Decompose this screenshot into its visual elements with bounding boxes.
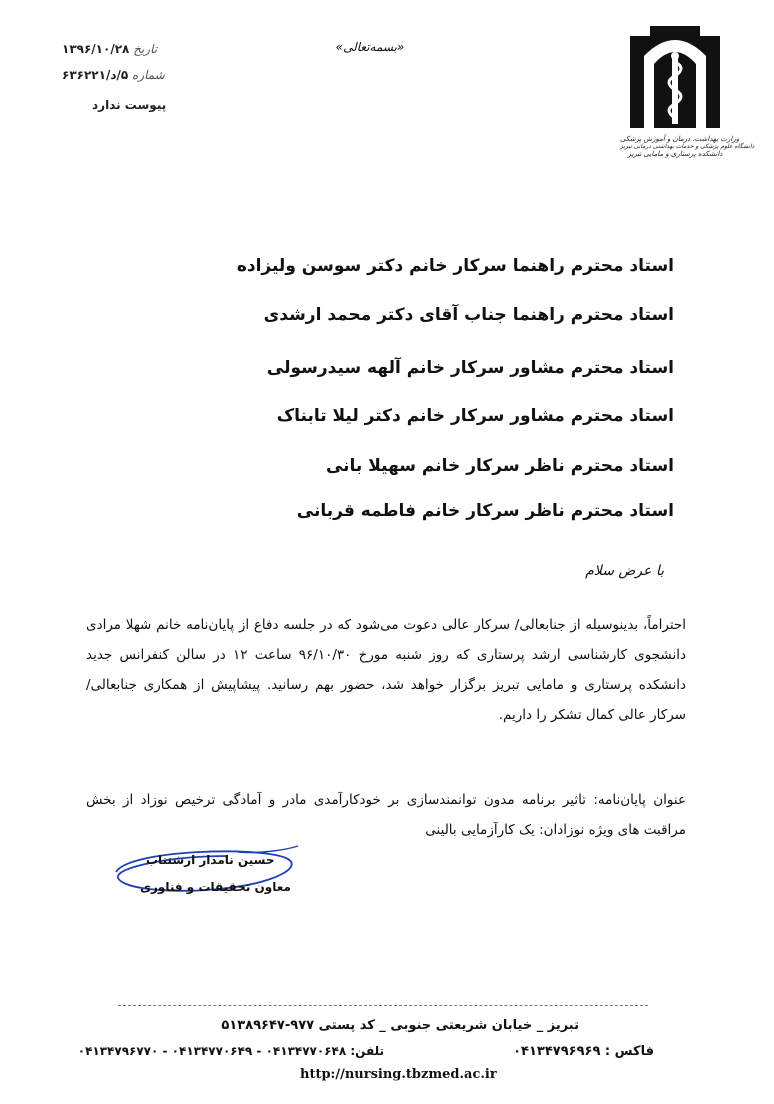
number-value: ۵/د/۶۳۶۲۲۱ bbox=[62, 68, 129, 82]
signatory-name: حسین نامدار ارشتناب bbox=[146, 853, 275, 867]
number-label: شماره bbox=[132, 68, 165, 82]
bismillah-heading: «بسمه‌تعالی» bbox=[335, 40, 405, 54]
thesis-title-paragraph: عنوان پایان‌نامه: تاثیر برنامه مدون توانمندسازی بر خودکارآمدی مادر و آمادگی ترخیص نوزاد از بخش مراقبت های ویژه نوزادان: یک کارآزمایی بالینی bbox=[86, 792, 686, 838]
recipient-line: استاد محترم مشاور سرکار خانم دکتر لیلا تابناک bbox=[276, 406, 674, 426]
recipient-line: استاد محترم راهنما سرکار خانم دکتر سوسن ولیزاده bbox=[236, 256, 674, 276]
logo-caption-3: دانشکده پرستاری و مامایی تبریز bbox=[627, 150, 723, 158]
recipient-line: استاد محترم مشاور سرکار خانم آلهه سیدرسولی bbox=[266, 358, 674, 378]
attachment-text: پیوست ندارد bbox=[92, 98, 167, 112]
salutation: با عرض سلام bbox=[585, 563, 664, 579]
footer-fax: فاکس : ۰۴۱۳۴۷۹۶۹۶۹ bbox=[513, 1044, 654, 1059]
recipient-line: استاد محترم راهنما جناب آقای دکتر محمد ارشدی bbox=[263, 305, 674, 325]
signatory-title: معاون تحقیقات و فناوری bbox=[140, 880, 291, 894]
date-line bbox=[62, 42, 157, 56]
university-emblem-icon bbox=[620, 16, 730, 131]
university-logo bbox=[620, 16, 755, 181]
footer-phones: تلفن: ۰۴۱۳۴۷۷۰۶۴۸ - ۰۴۱۳۴۷۷۰۶۴۹ - ۰۴۱۳۴۷۹۶۷۷۰ bbox=[77, 1044, 384, 1058]
number-line bbox=[62, 68, 165, 82]
recipient-line: استاد محترم ناظر سرکار خانم سهیلا بانی bbox=[325, 456, 674, 476]
logo-caption-1: وزارت بهداشت، درمان و آموزش پزشکی bbox=[620, 135, 740, 143]
logo-caption-2: دانشگاه علوم پزشکی و خدمات بهداشتی درمانی تبریز bbox=[620, 143, 755, 150]
footer-website-link[interactable]: http://nursing.tbzmed.ac.ir bbox=[300, 1067, 497, 1082]
body-paragraph: احتراماً، بدینوسیله از جنابعالی/ سرکار عالی دعوت می‌شود که در جلسه دفاع از پایان‌نامه خانم شهلا مرادی دانشجوی کارشناسی ارشد پرستاری که روز شنبه مورخ ۹۶/۱۰/۳۰ ساعت ۱۲ در سالن کنفرانس جدید دانشکده پرستاری و مامایی تبریز برگزار خواهد شد، حضور بهم رسانید. پیشاپیش از همکاری جنابعالی/ سرکار عالی کمال تشکر را داریم. bbox=[86, 617, 686, 723]
footer-divider bbox=[118, 1005, 648, 1006]
date-label: تاریخ bbox=[133, 42, 158, 56]
recipient-line: استاد محترم ناظر سرکار خانم فاطمه قربانی bbox=[296, 501, 674, 521]
attachment-line bbox=[92, 98, 166, 112]
date-value: ۱۳۹۶/۱۰/۲۸ bbox=[62, 42, 130, 56]
footer-address: تبریز _ خیابان شریعتی جنوبی _ کد پستی ۹۷۷-۵۱۳۸۹۶۴۷ bbox=[221, 1018, 579, 1033]
